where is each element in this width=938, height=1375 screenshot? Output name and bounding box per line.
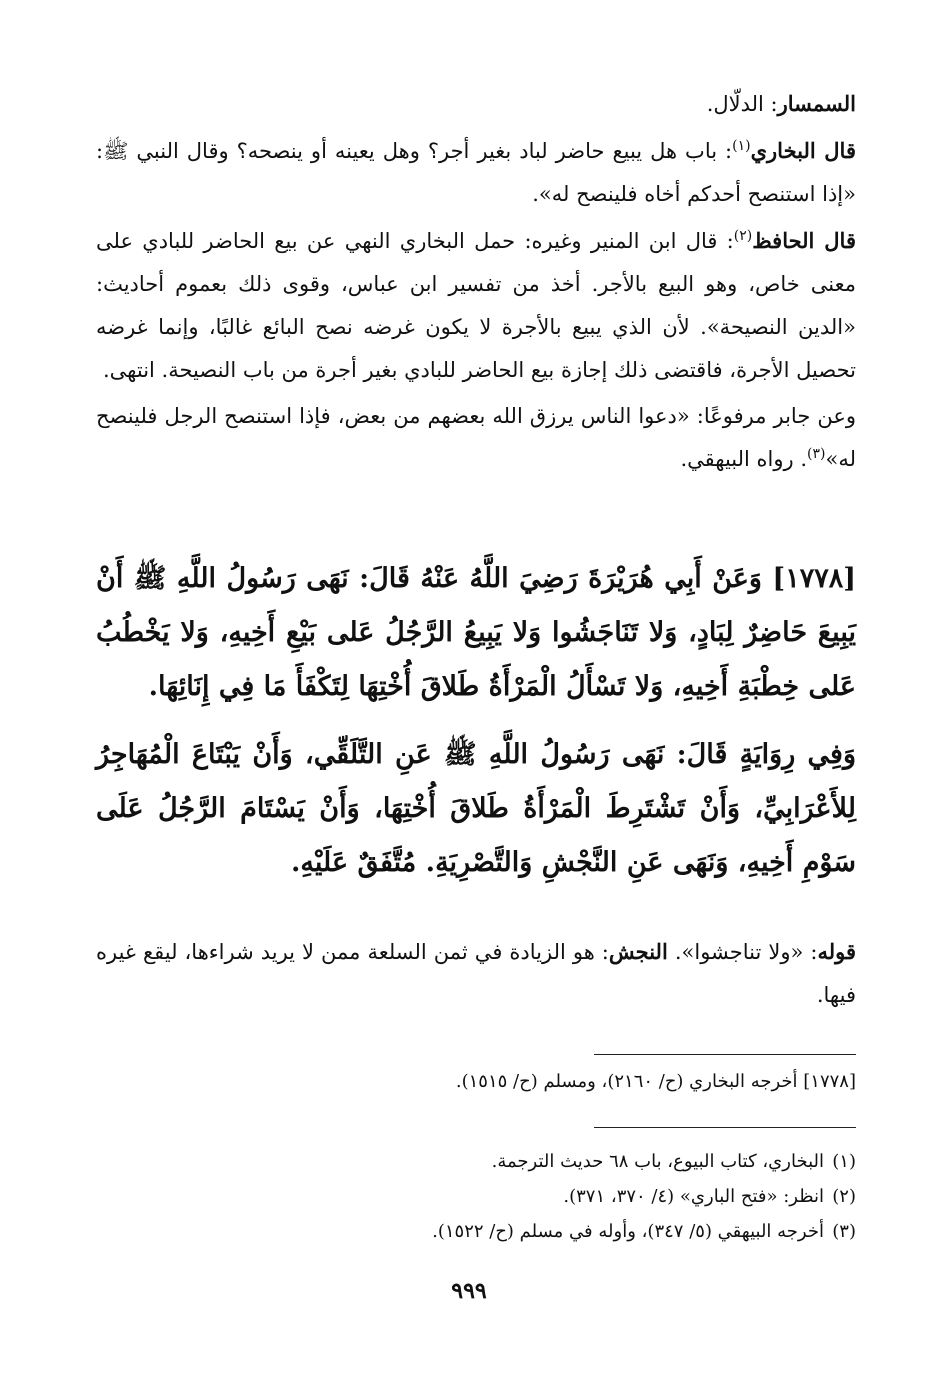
footnote-divider — [594, 1054, 856, 1055]
footnote-number: (٢) — [832, 1186, 856, 1207]
definition-text: : الدلّال. — [706, 92, 778, 116]
footnote-number: (١) — [832, 1151, 856, 1172]
definition-paragraph — [96, 82, 856, 126]
footnotes-list — [96, 1144, 856, 1249]
footnote-text: البخاري، كتاب البيوع، باب ٦٨ حديث الترجمة. — [491, 1151, 824, 1172]
footnote-item — [96, 1214, 856, 1249]
paragraph-text: وعن جابر مرفوعًا: «دعوا الناس يرزق الله بعضهم من بعض، فإذا استنصح الرجل فلينصح له» — [96, 404, 856, 471]
term-label: السمسار — [777, 91, 856, 116]
footnote-text: انظر: «فتح الباري» (٤/ ٣٧٠، ٣٧١). — [563, 1186, 824, 1207]
paragraph-lead: قوله — [817, 939, 856, 964]
hadith-narration-variant: وَفِي رِوَايَةٍ قَالَ: نَهَى رَسُولُ اللَّهِ ﷺ عَنِ التَّلَقِّي، وَأَنْ يَبْتَاعَ الْمُهَاجِرُ لِلأَعْرَابِيِّ، وَأَنْ تَشْتَرِطَ الْمَرْأَةُ طَلاقَ أُخْتِهَا، وَأَنْ يَسْتَامَ الرَّجُلُ عَلَى سَوْمِ أَخِيهِ، وَنَهَى عَنِ النَّجْشِ وَالتَّصْرِيَةِ. مُتَّفَقٌ عَلَيْهِ. — [96, 739, 856, 878]
hadith-footnote-block — [96, 1064, 856, 1099]
paragraph-tail: . رواه البيهقي. — [680, 447, 808, 471]
commentary-block — [96, 82, 856, 481]
paragraph-text: : باب هل يبيع حاضر لباد بغير أجر؟ وهل يعينه أو ينصحه؟ وقال النبي ﷺ: «إذا استنصح أحدكم أخاه فلينصح له». — [96, 139, 856, 206]
hafiz-paragraph — [96, 219, 856, 392]
paragraph-text: : هو الزيادة في ثمن السلعة ممن لا يريد شراءها، ليقع غيره فيها. — [96, 940, 856, 1007]
footnote-divider — [594, 1127, 856, 1128]
hadith-text: [١٧٧٨] وَعَنْ أَبِي هُرَيْرَةَ رَضِيَ اللَّهُ عَنْهُ قَالَ: نَهَى رَسُولُ اللَّهِ ﷺ أَنْ يَبِيعَ حَاضِرٌ لِبَادٍ، وَلا تَنَاجَشُوا وَلا يَبِيعُ الرَّجُلُ عَلى بَيْعِ أَخِيهِ، وَلا يَخْطُبُ عَلى خِطْبَةِ أَخِيهِ، وَلا تَسْأَلُ الْمَرْأَةُ طَلاقَ أُخْتِهَا لِتَكْفَأَ مَا فِي إِنَائِهَا. — [96, 563, 856, 702]
explanation-paragraph — [96, 930, 856, 1017]
footnote-item — [96, 1179, 856, 1214]
explanation-block — [96, 930, 856, 1017]
paragraph-lead: قال البخاري — [750, 138, 856, 163]
bukhari-paragraph — [96, 129, 856, 216]
paragraph-lead: قال الحافظ — [752, 228, 856, 253]
footnote-text: أخرجه البيهقي (٥/ ٣٤٧)، وأوله في مسلم (ح/ ١٥٢٢). — [432, 1221, 824, 1242]
hadith-footnote: [١٧٧٨] أخرجه البخاري (ح/ ٢١٦٠)، ومسلم (ح/ ١٥١٥). — [455, 1071, 856, 1092]
page-number: ٩٩٩ — [451, 1278, 487, 1304]
paragraph-text: : قال ابن المنير وغيره: حمل البخاري النهي عن بيع الحاضر للبادي على معنى خاص، وهو البيع بالأجر. أخذ من تفسير ابن عباس، وقوى ذلك بعموم أحاديث: «الدين النصيحة». لأن الذي يبيع بالأجرة لا يكون غرضه نصح البائع غالبًا، وإنما غرضه تحصيل الأجرة، فاقتضى ذلك إجازة بيع الحاضر للبادي بغير أجرة من باب النصيحة. انتهى. — [96, 229, 856, 382]
footnote-item — [96, 1144, 856, 1179]
hadith-block — [96, 552, 856, 890]
paragraph-text: : «ولا تناجشوا». — [667, 940, 818, 964]
term-label: النجش — [608, 939, 668, 964]
footnote-number: (٣) — [832, 1221, 856, 1242]
jabir-paragraph — [96, 395, 856, 481]
footnote-ref: (٣) — [807, 446, 826, 462]
footnote-ref: (٢) — [733, 228, 753, 244]
footnote-ref: (١) — [732, 138, 751, 154]
